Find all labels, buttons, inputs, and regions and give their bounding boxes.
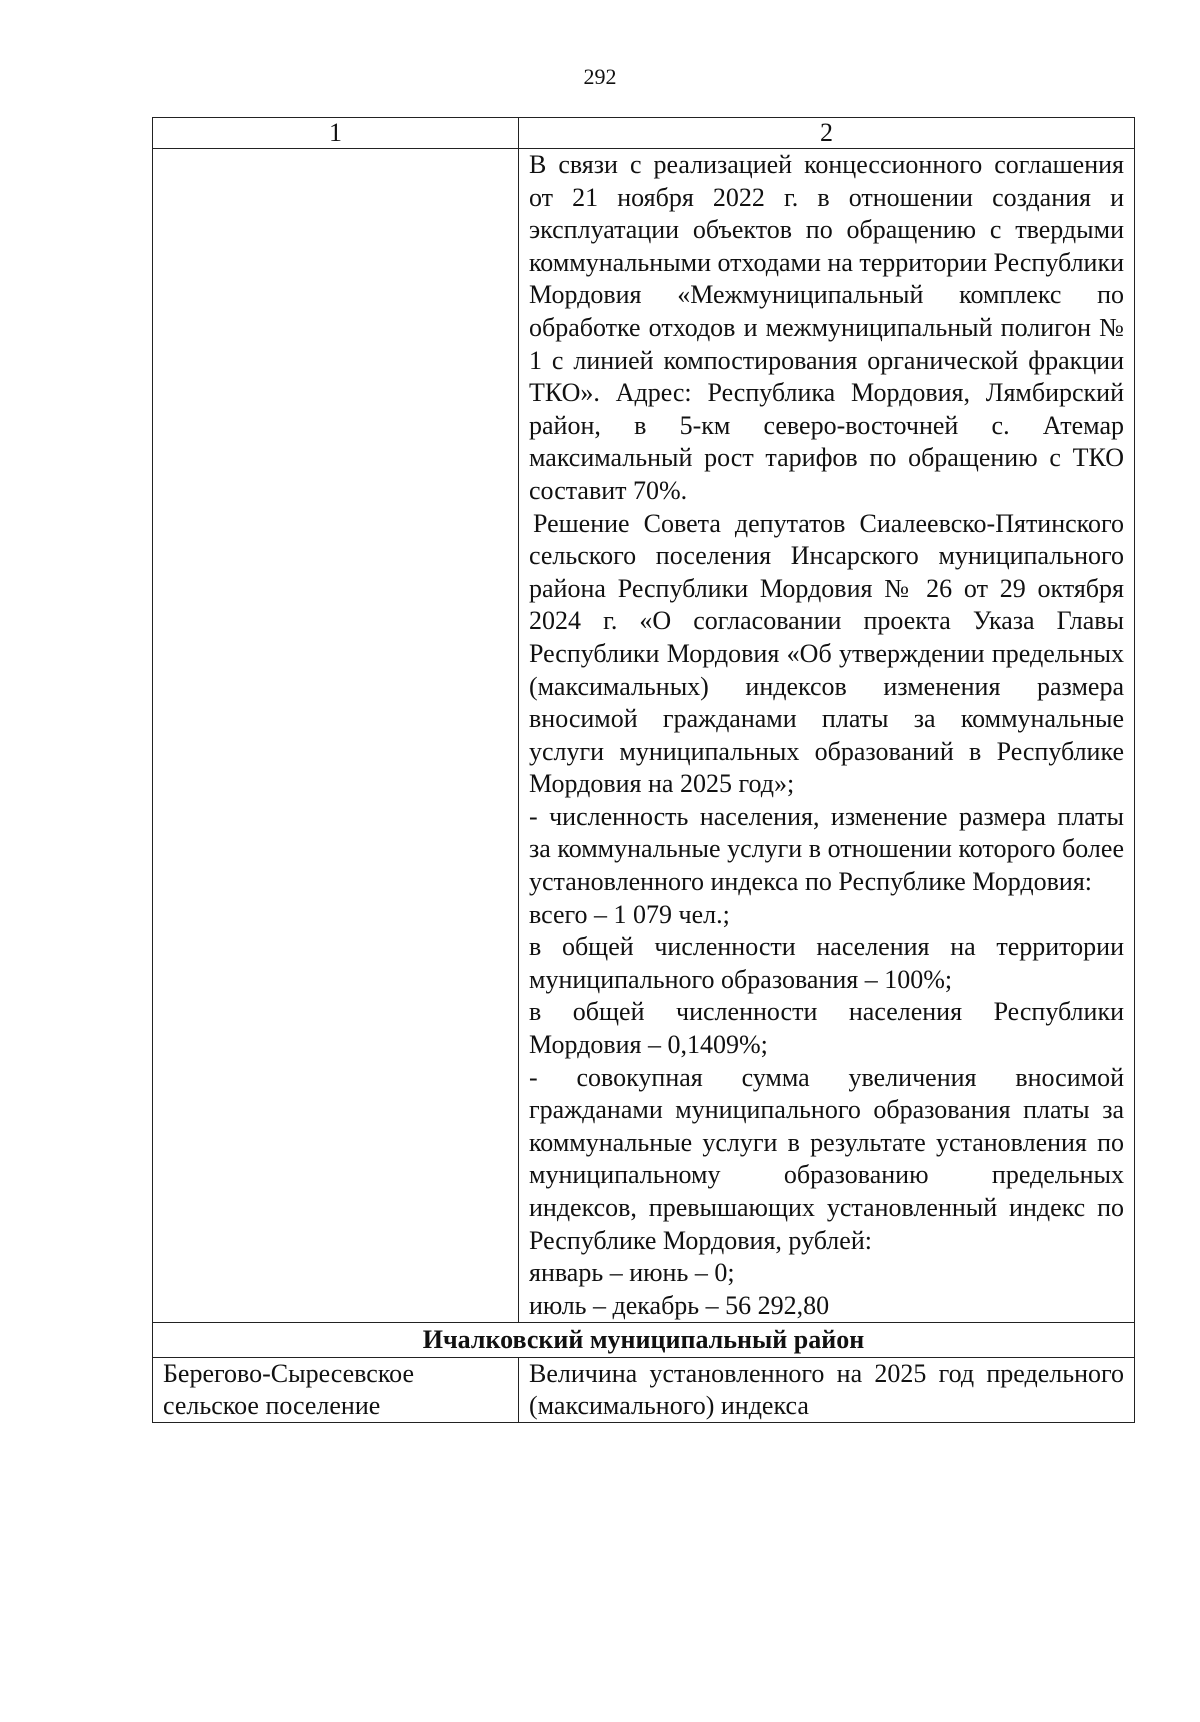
document-table: [152, 117, 1135, 1423]
table-cell-municipality: [153, 149, 519, 1323]
paragraph-population-share-republic: в общей численности населения Республики Мордовия – 0,1409%;: [529, 997, 1124, 1060]
paragraph-population-intro: - численность населения, изменение размера платы за коммунальные услуги в отношении которого более установленного индекса по Республике Мордовия:: [529, 801, 1124, 897]
table-row: [153, 1358, 1135, 1423]
section-row: [153, 1323, 1135, 1358]
table-header-row: [153, 118, 1135, 149]
table-cell-description: [519, 149, 1135, 1323]
paragraph-concession: В связи с реализацией концессионного соглашения от 21 ноября 2022 г. в отношении создания и эксплуатации объектов по обращению с твердыми коммунальными отходами на территории Республики Мордовия «Межмуниципальный комплекс по обработке отходов и межмуниципальный полигон № 1 с линией компостирования органической фракции ТКО». Адрес: Республика Мордовия, Лямбирский район, в 5-км северо-восточней с. Атемар максимальный рост тарифов по обращению с ТКО составит 70%.: [529, 150, 1124, 505]
column-header-2: 2: [519, 118, 1135, 149]
page-number: 292: [583, 64, 617, 89]
column-header-1: 1: [153, 118, 519, 149]
paragraph-council-decision: Решение Совета депутатов Сиалеевско-Пятинского сельского поселения Инсарского муниципального района Республики Мордовия № 26 от 29 октября 2024 г. «О согласовании проекта Указа Главы Республики Мордовия «Об утверждении предельных (максимальных) индексов изменения размера вносимой гражданами платы за коммунальные услуги муниципальных образований в Республике Мордовия на 2025 год»;: [529, 508, 1124, 799]
section-title: Ичалковский муниципальный район: [153, 1323, 1135, 1358]
paragraph-jul-dec: июль – декабрь – 56 292,80: [529, 1290, 830, 1320]
table-cell-description: [519, 1358, 1135, 1423]
table-row: [153, 149, 1135, 1323]
paragraph-population-total: всего – 1 079 чел.;: [529, 899, 730, 929]
paragraph-total-increase: - совокупная сумма увеличения вносимой гражданами муниципального образования платы за коммунальные услуги в результате установления по муниципальному образованию предельных индексов, превышающих установленный индекс по Республике Мордовия, рублей:: [529, 1062, 1124, 1255]
paragraph-index-value: Величина установленного на 2025 год предельного (максимального) индекса: [529, 1359, 1124, 1421]
table-cell-municipality: Берегово-Сыресевское сельское поселение: [153, 1358, 519, 1423]
paragraph-jan-jun: январь – июнь – 0;: [529, 1258, 735, 1288]
paragraph-population-share-municipal: в общей численности населения на территории муниципального образования – 100%;: [529, 932, 1124, 994]
